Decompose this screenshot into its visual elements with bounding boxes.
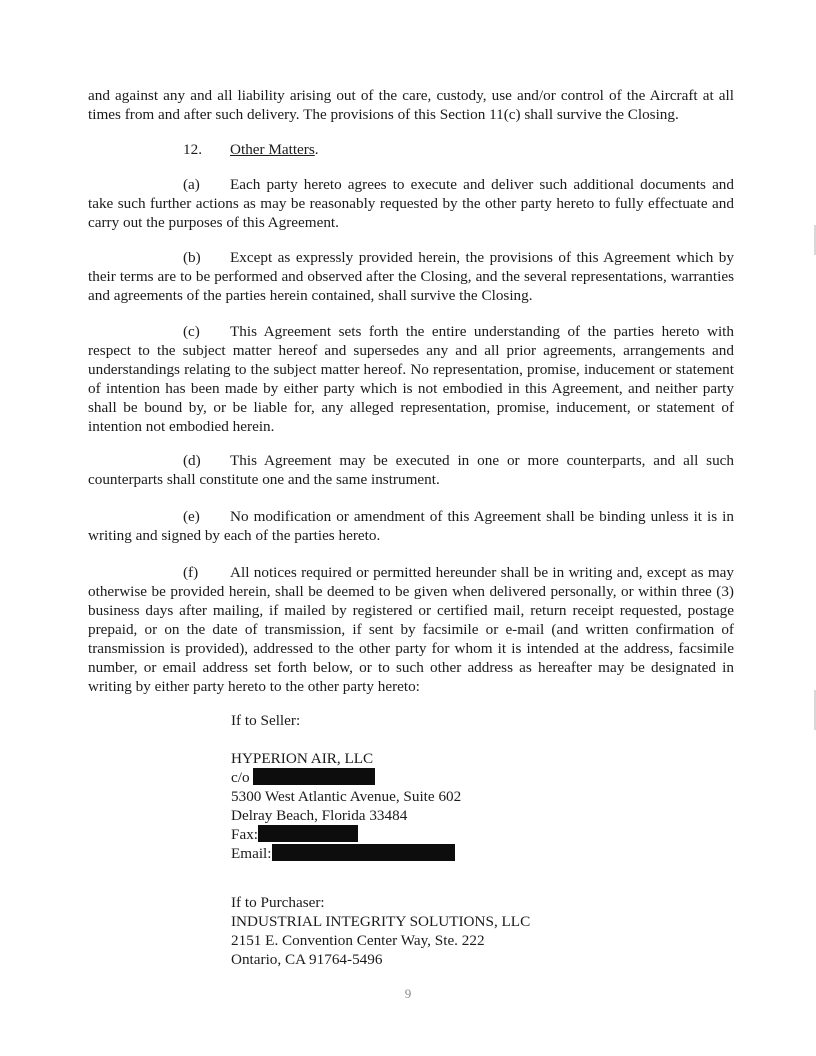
- seller-email-label: Email:: [231, 845, 272, 862]
- redaction-bar: [253, 768, 375, 785]
- paragraph-text: Except as expressly provided herein, the provisions of this Agreement which by their terms are to be performed and observed after the Closing, and the several representations, warranties and agreements of the parties herein contained, shall survive the Closing.: [88, 249, 734, 304]
- paragraph-label: (e): [183, 508, 200, 525]
- continuation-paragraph: and against any and all liability arising out of the care, custody, use and/or control of the Aircraft at all times from and after such delivery. The provisions of this Section 11(c) shall survive the Closing.: [88, 87, 734, 123]
- seller-fax-label: Fax:: [231, 826, 259, 843]
- paragraph-e: [88, 507, 734, 545]
- seller-heading: If to Seller:: [231, 712, 301, 729]
- paragraph-b: [88, 248, 734, 305]
- paragraph-label: (f): [183, 564, 199, 581]
- seller-street: 5300 West Atlantic Avenue, Suite 602: [231, 788, 462, 805]
- seller-care-of-label: c/o: [231, 769, 250, 786]
- seller-care-of-line: [231, 768, 461, 787]
- purchaser-name: INDUSTRIAL INTEGRITY SOLUTIONS, LLC: [231, 913, 531, 930]
- paragraph-d: [88, 451, 734, 489]
- paragraph-text: No modification or amendment of this Agreement shall be binding unless it is in writing and signed by each of the parties hereto.: [88, 508, 734, 544]
- paragraph-label: (a): [183, 176, 200, 193]
- seller-city: Delray Beach, Florida 33484: [231, 807, 408, 824]
- section-title-period: .: [314, 141, 319, 158]
- purchaser-street: 2151 E. Convention Center Way, Ste. 222: [231, 932, 485, 949]
- purchaser-heading: If to Purchaser:: [231, 894, 325, 911]
- paragraph-label: (d): [183, 452, 201, 469]
- section-number: 12.: [183, 141, 202, 158]
- seller-email-line: [231, 844, 461, 863]
- section-title: Other Matters: [230, 141, 315, 158]
- section-heading: [183, 140, 319, 159]
- paragraph-label: (b): [183, 249, 201, 266]
- page-number: 9: [404, 986, 412, 1001]
- redaction-bar: [258, 825, 358, 842]
- redaction-bar: [272, 844, 455, 861]
- purchaser-city: Ontario, CA 91764-5496: [231, 951, 383, 968]
- seller-fax-line: [231, 825, 461, 844]
- paragraph-a: [88, 175, 734, 232]
- paragraph-label: (c): [183, 323, 200, 340]
- paragraph-text: Each party hereto agrees to execute and deliver such additional documents and take such further actions as may be reasonably requested by the other party hereto to fully effectuate and carry out the purposes of this Agreement.: [88, 176, 734, 231]
- paragraph-c: [88, 322, 734, 436]
- paragraph-text: All notices required or permitted hereunder shall be in writing and, except as may otherwise be provided herein, shall be deemed to be given when delivered personally, or within three (3) business days after mailing, if mailed by registered or certified mail, return receipt requested, postage prepaid, or on the date of transmission, if sent by facsimile or e-mail (and written confirmation of transmission is provided), addressed to the other party for whom it is intended at the address, facsimile number, or email address set forth below, or to such other address as hereafter may be designated in writing by either party hereto to the other party hereto:: [88, 564, 734, 695]
- paragraph-text: This Agreement may be executed in one or more counterparts, and all such counterparts shall constitute one and the same instrument.: [88, 452, 734, 488]
- paragraph-f: [88, 563, 734, 696]
- seller-address-block: [231, 711, 461, 863]
- paragraph-text: This Agreement sets forth the entire understanding of the parties hereto with respect to the subject matter hereof and supersedes any and all prior agreements, arrangements and understandings relating to the subject matter hereof. No representation, promise, inducement or statement of intention has been made by either party which is not embodied in this Agreement, and neither party shall be bound by, or be liable for, any alleged representation, promise, inducement, or statement of intention not embodied herein.: [88, 323, 734, 435]
- purchaser-address-block: [231, 893, 530, 969]
- seller-name: HYPERION AIR, LLC: [231, 750, 374, 767]
